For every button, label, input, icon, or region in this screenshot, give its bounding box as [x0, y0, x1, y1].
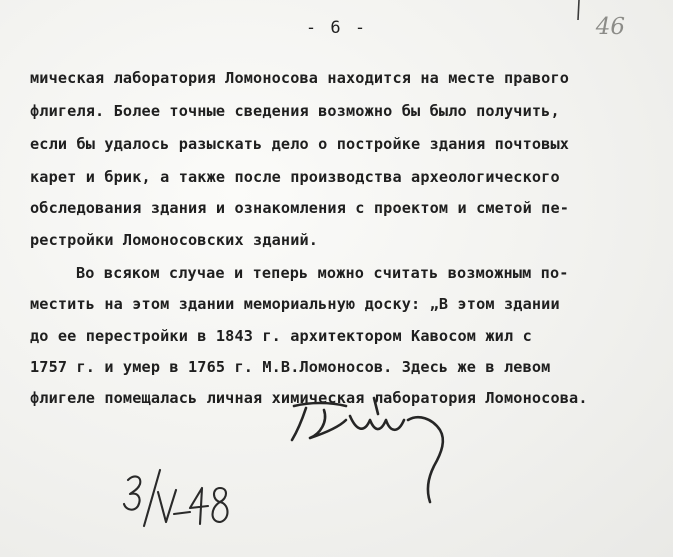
text-line: флигеля. Более точные сведения возможно бы было получить, [30, 102, 560, 120]
text-line: рестройки Ломоносовских зданий. [30, 231, 319, 249]
handwritten-date [120, 466, 235, 544]
text-line: 1757 г. и умер в 1765 г. М.В.Ломоносов. Здесь же в левом [30, 358, 551, 376]
text-line: флигеле помещалась личная химическая лаборатория Ломоносова. [30, 389, 588, 407]
handwritten-signature [280, 380, 480, 510]
text-line: если бы удалось разыскать дело о постройке здания почтовых [30, 135, 570, 153]
text-line: карет и брик, а также после производства археологического [30, 168, 560, 186]
archive-page-number: 46 [595, 14, 625, 40]
text-line: обследования здания и ознакомления с проектом и сметой пе- [30, 199, 570, 217]
text-line: местить на этом здании мемориальную доску: „В этом здании [30, 295, 560, 313]
text-line: до ее перестройки в 1843 г. архитектором Кавосом жил с [30, 327, 532, 345]
page-number: - 6 - [305, 18, 368, 38]
text-line: мическая лаборатория Ломоносова находится на месте правого [30, 69, 570, 87]
text-line: Во всяком случае и теперь можно считать возможным по- [76, 264, 569, 282]
